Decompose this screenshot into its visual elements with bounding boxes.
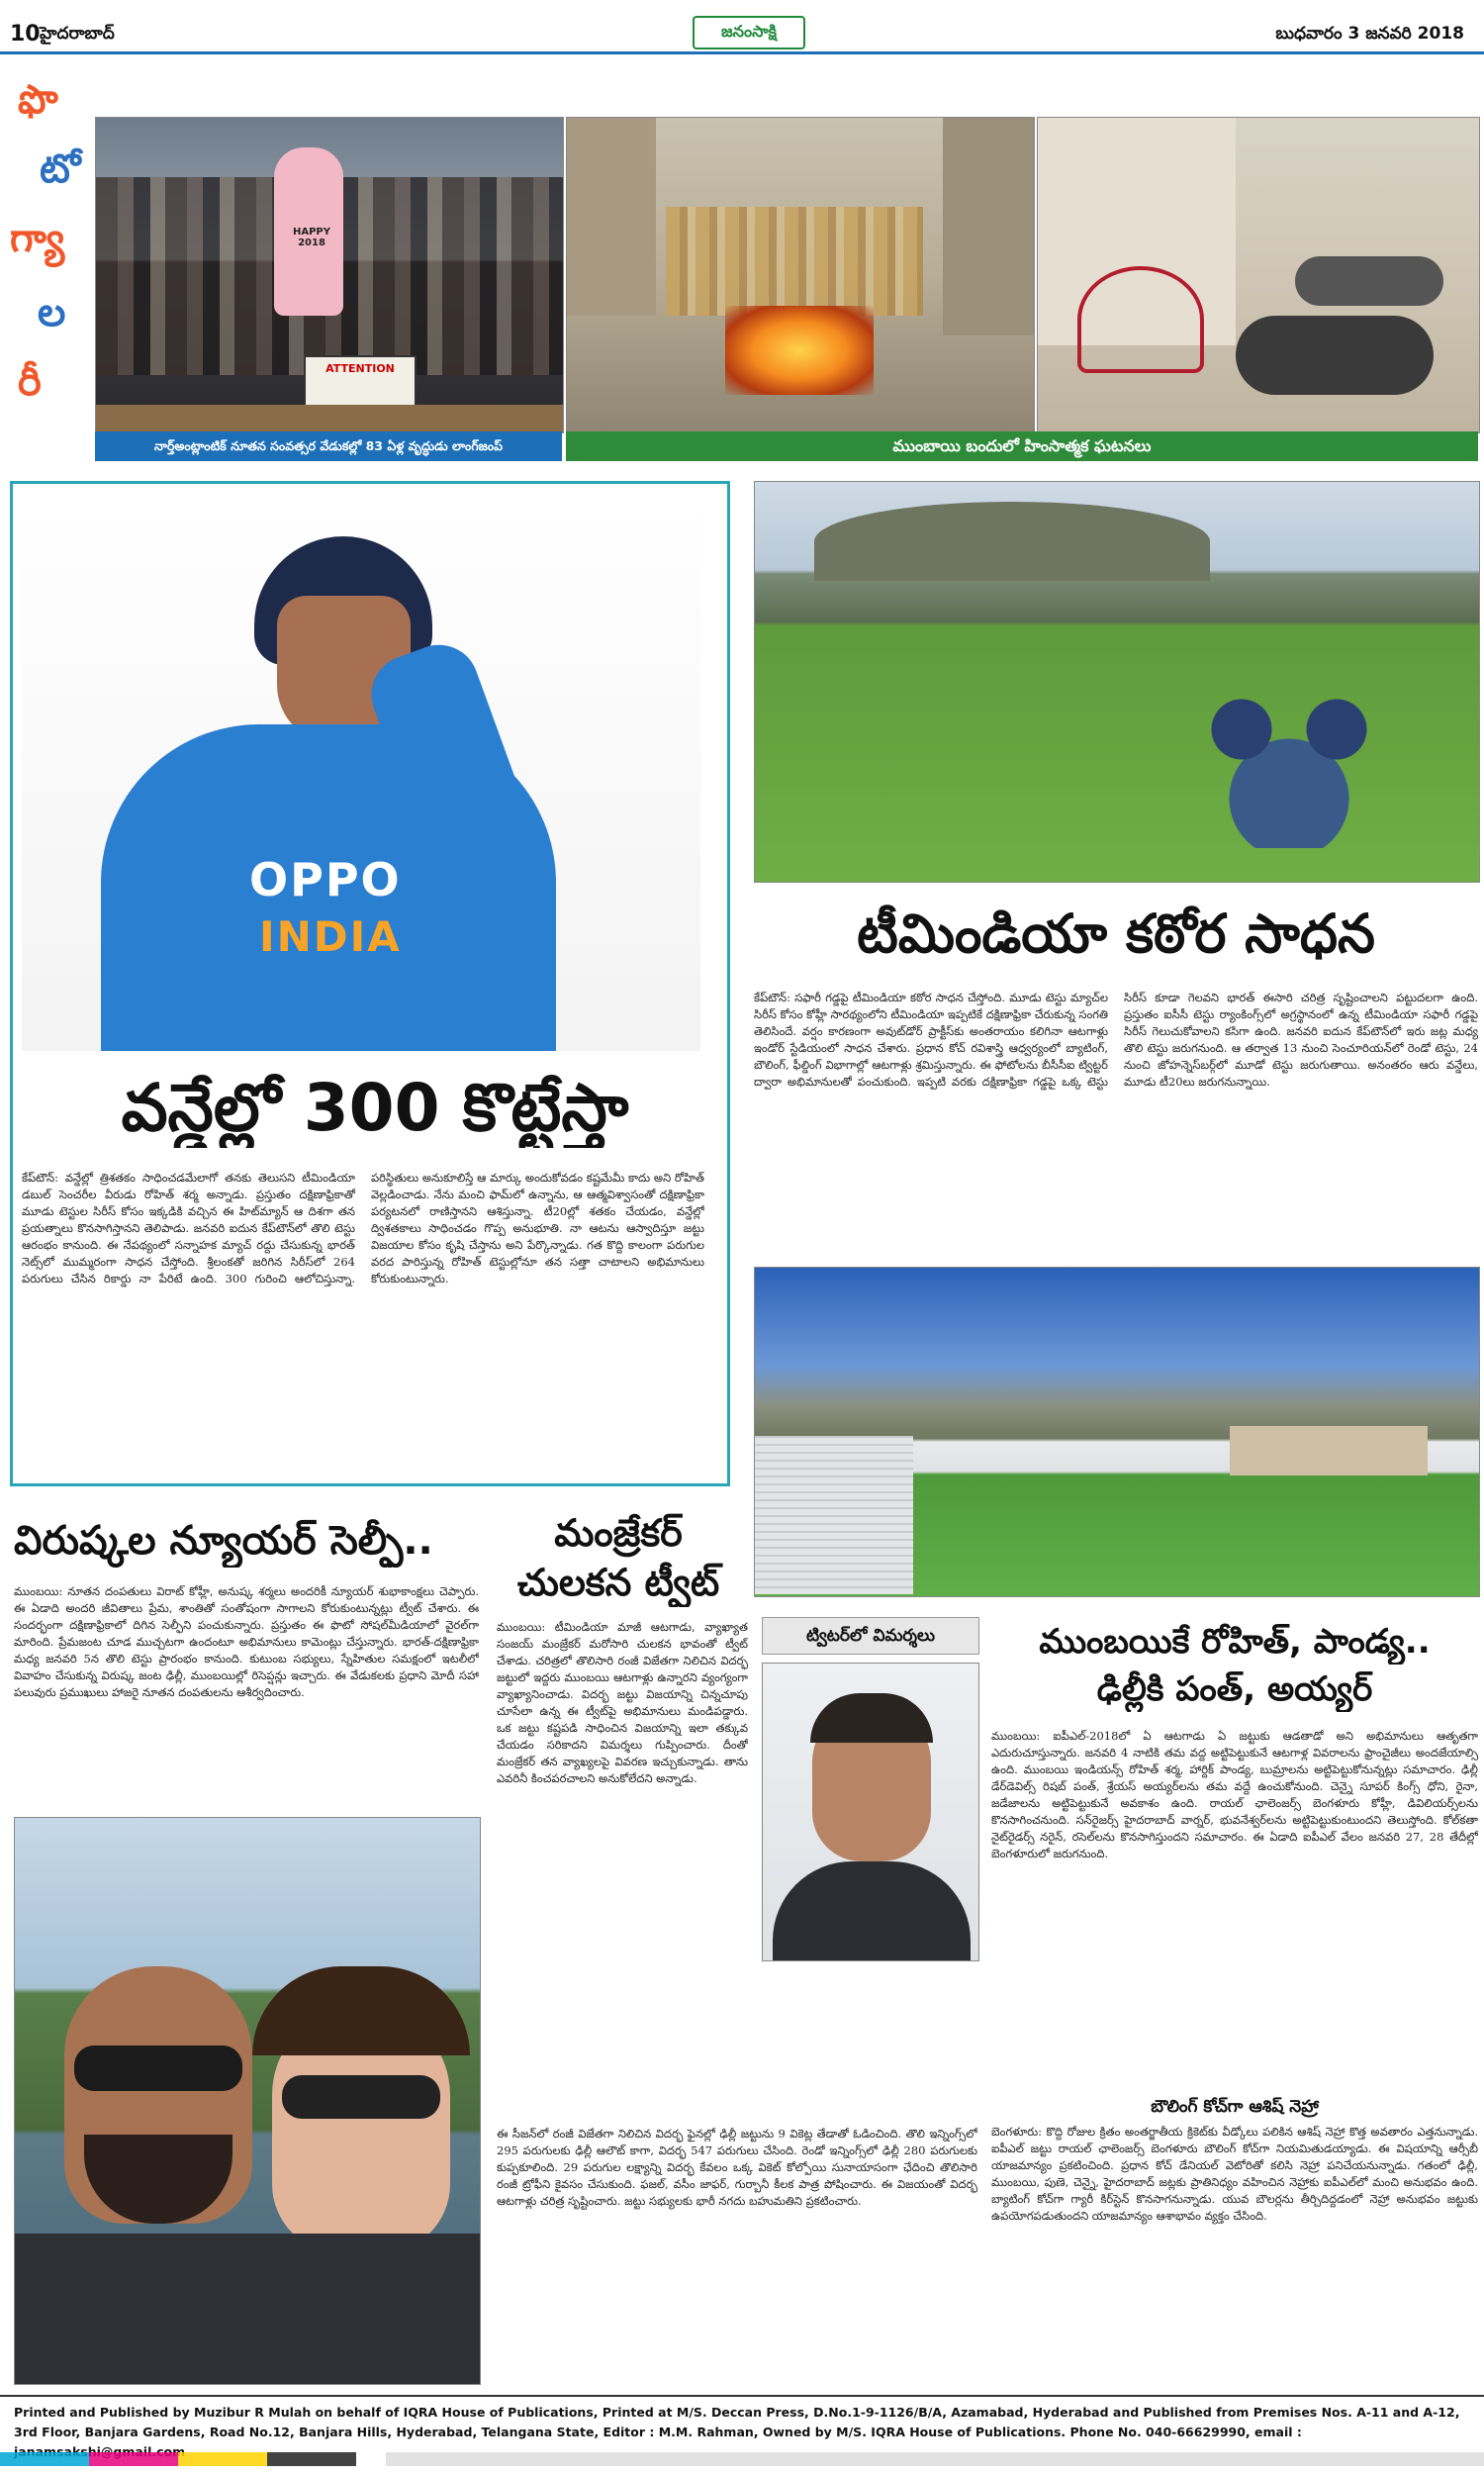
manjrekar-headline-line1: మంజ్రేకర్ bbox=[554, 1511, 683, 1555]
header-rule bbox=[0, 51, 1484, 54]
rohit-body: కేప్‌టౌన్‌: వన్డేల్లో త్రిశతకం సాధించడమేలాగో తనకు తెలుసని టీమిండియా డబుల్ సెంచరీల వీరుడు రోహిత్ శర్మ అన్నాడు. ప్రస్తుతం దక్షిణాఫ్రికాతో మూడు టెస్టుల సిరీస్ కోసం ఇక్కడికి వచ్చిన ఈ హిట్‌మ్యాన్‌ ఆ దిశగా తన ప్రయత్నాలు కొనసాగిస్తానని తెలిపాడు. జనవరి ఐదున కేప్‌టౌన్‌లో తొలి టెస్టు ఆరంభం కానుంది. ఈ నేపథ్యంలో సన్నాహక మ్యాచ్ రద్దు చేసుకున్న భారత్ నెట్స్‌లో ముమ్మరంగా సాధన చేస్తోంది. శ్రీలంకతో జరిగిన సిరీస్‌లో 264 పరుగులు చేసిన రికార్డు నా పేరిటే ఉంది. 300 గురించి ఆలోచిస్తున్నా. పరిస్థితులు అనుకూలిస్తే ఆ మార్కు అందుకోవడం కష్టమేమీ కాదు అని రోహిత్ వెల్లడించాడు. నేను మంచి ఫామ్‌లో ఉన్నాను, ఆ ఆత్మవిశ్వాసంతో దక్షిణాఫ్రికా పర్యటనలో రాణిస్తానని ఆశిస్తున్నా. టీ20ల్లో శతకం చేయడం, వన్డేల్లో ద్విశతకాలు సాధించడం గొప్ప అనుభూతి. నా ఆటను ఆస్వాదిస్తూ జట్టు విజయాల కోసం కృషి చేస్తాను అని పేర్కొన్నాడు. గత కొద్ది కాలంగా పరుగుల వరద పారిస్తున్న రోహిత్ టెస్టుల్లోనూ తన సత్తా చాటాలని అభిమానులు కోరుకుంటున్నారు. bbox=[22, 1171, 704, 1285]
photo-mumbai-police bbox=[566, 117, 1035, 433]
page-header bbox=[0, 0, 1484, 48]
team-body: కేప్‌టౌన్‌: సఫారీ గడ్డపై టీమిండియా కఠోర సాధన చేస్తోంది. మూడు టెస్టు మ్యాచ్‌ల సిరీస్ కోసం కోహ్లీ సారథ్యంలోని టీమిండియా ఇప్పటికే దక్షిణాఫ్రికా చేరుకున్న సంగతి తెలిసిందే. వర్షం కారణంగా అవుట్‌డోర్ ప్రాక్టీస్‌కు అంతరాయం కలిగినా ఆటగాళ్లు ఇండోర్ స్టేడియంలో సాధన చేశారు. ప్రధాన కోచ్ రవిశాస్త్రి ఆధ్వర్యంలో బ్యాటింగ్, బౌలింగ్, ఫీల్డింగ్ విభాగాల్లో ఆటగాళ్లు శ్రమిస్తున్నారు. ఈ ఫోటోలను బీసీసీఐ ట్విట్టర్ ద్వారా అభిమానులతో పంచుకుంది. ఇప్పటి వరకు దక్షిణాఫ్రికా గడ్డపై ఒక్క టెస్టు సిరీస్ కూడా గెలవని భారత్ ఈసారి చరిత్ర సృష్టించాలని పట్టుదలగా ఉంది. ప్రస్తుతం ఐసీసీ టెస్టు ర్యాంకింగ్స్‌లో అగ్రస్థానంలో ఉన్న టీమిండియా సఫారీ గడ్డపై సిరీస్ గెలుచుకోవాలని కసిగా ఉంది. జనవరి ఐదున కేప్‌టౌన్‌లో ఇరు జట్ల మధ్య తొలి టెస్టు జరుగనుంది. ఆ తర్వాత 13 నుంచి సెంచూరియన్‌లో రెండో టెస్టు, 24 నుంచి జోహన్నెస్‌బర్గ్‌లో మూడో టెస్టు జరుగుతాయి. అనంతరం ఆరు వన్డేలు, మూడు టీ20లు జరుగనున్నాయి. bbox=[754, 991, 1478, 1089]
fallen-motorbike bbox=[1236, 316, 1434, 395]
anushka-sunglasses bbox=[282, 2075, 440, 2119]
jersey-country: INDIA bbox=[259, 912, 402, 961]
caption-newyear-jump: నార్త్‌అంట్లాంటిక్ నూతన సంవత్సర వేడుకల్లో 83 ఏళ్ల వృద్ధుడు లాంగ్‌జంప్ bbox=[95, 431, 562, 461]
manjrekar-body-top: ముంబయి: టీమిండియా మాజీ ఆటగాడు, వ్యాఖ్యాత సంజయ్ మంజ్రేకర్ మరోసారి చులకన భావంతో ట్వీట్ చేశాడు. చరిత్రలో తొలిసారి రంజీ విజేతగా నిలిచిన విదర్భ జట్టులో ఇద్దరు ముంబయి ఆటగాళ్లు ఉన్నారని వ్యంగ్యంగా వ్యాఖ్యానించాడు. విదర్భ జట్టు విజయాన్ని చిన్నచూపు చూసేలా ఉన్న ఈ ట్వీట్‌పై అభిమానులు మండిపడ్డారు. ఒక జట్టు కష్టపడి సాధించిన విజయాన్ని ఇలా తక్కువ చేయడం సరికాదని విమర్శలు గుప్పించారు. దీంతో మంజ్రేకర్ తన వ్యాఖ్యలపై వివరణ ఇచ్చుకున్నాడు. తాను ఎవరినీ కించపరచాలని అనుకోలేదని అన్నాడు. bbox=[497, 1620, 748, 1785]
fallen-motorbike-2 bbox=[1295, 256, 1443, 306]
stadium-pavilion bbox=[1230, 1426, 1428, 1475]
manjrekar-body-bottom: ఈ సీజన్‌లో రంజీ విజేతగా నిలిచిన విదర్భ ఫైనల్లో ఢిల్లీ జట్టును 9 వికెట్ల తేడాతో ఓడించింది. తొలి ఇన్నింగ్స్‌లో 295 పరుగులకు ఢిల్లీ ఆలౌట్ కాగా, విదర్భ 547 పరుగులు చేసింది. రెండో ఇన్నింగ్స్‌లో ఢిల్లీ 280 పరుగులకు కుప్పకూలింది. 29 పరుగుల లక్ష్యాన్ని విదర్భ కేవలం ఒక్క వికెట్ కోల్పోయి సునాయాసంగా ఛేదించి తొలిసారి రంజీ ట్రోఫీని కైవసం చేసుకుంది. ఫజల్, వసీం జాఫర్, గుర్బానీ కీలక పాత్ర పోషించారు. ఈ విజయంతో విదర్భ ఆటగాళ్లు చరిత్ర సృష్టించారు. జట్టు సభ్యులకు భారీ నగదు బహుమతిని ప్రకటించారు. bbox=[497, 2127, 977, 2208]
photo-newlands-stadium bbox=[754, 1267, 1480, 1597]
rohit-headline: వన్డేల్లో 300 కొట్టేస్తా bbox=[121, 1070, 629, 1146]
issue-date: బుధవారం 3 జనవరి 2018 bbox=[1275, 24, 1464, 44]
virushka-body: ముంబయి: నూతన దంపతులు విరాట్ కోహ్లీ, అనుష్క శర్మలు అందరికీ న్యూయర్ శుభాకాంక్షలు చెప్పారు. ఈ ఏడాది అందరి జీవితాలు ప్రేమ, శాంతితో సంతోషంగా సాగాలని కోరుకుంటున్నట్లు ట్వీట్ చేశారు. ఈ సందర్భంగా దక్షిణాఫ్రికాలో దిగిన సెల్ఫీని పంచుకున్నారు. ప్రస్తుతం ఈ ఫొటో సోషల్‌మీడియాలో వైరల్‌గా మారింది. ప్రేమజంట చూడ ముచ్చటగా ఉందంటూ అభిమానులు కామెంట్లు చేస్తున్నారు. భారత్-దక్షిణాఫ్రికా మధ్య జనవరి 5న తొలి టెస్టు ప్రారంభం కానుంది. కుటుంబ సభ్యులు, స్నేహితుల సమక్షంలో ఇటలీలో వివాహం చేసుకున్న విరుష్క జంట ఢిల్లీ, ముంబయిల్లో రిసెప్షన్లు ఇచ్చారు. ఈ వేడుకలకు ప్రధాని మోదీ సహా పలువురు ప్రముఖులు హాజరై నూతన దంపతులను ఆశీర్వదించారు. bbox=[14, 1584, 479, 1699]
photo-virushka-selfie bbox=[14, 1817, 481, 2385]
players-seated bbox=[1170, 650, 1408, 848]
gallery-side-label bbox=[10, 57, 89, 453]
photo-rohit-sharma bbox=[22, 497, 700, 1051]
attention-sign-text: ATTENTION bbox=[325, 362, 395, 375]
wooden-platform bbox=[96, 405, 563, 432]
mountain-shape bbox=[814, 502, 1210, 581]
attention-sign bbox=[304, 355, 417, 409]
building-left bbox=[567, 118, 656, 316]
ipl-body: ముంబయి: ఐపీఎల్-2018లో ఏ ఆటగాడు ఏ జట్టుకు ఆడతాడో అని అభిమానులు ఆతృతగా ఎదురుచూస్తున్నారు. జనవరి 4 నాటికి తమ వద్ద అట్టిపెట్టుకునే ఆటగాళ్ల వివరాలను ఫ్రాంచైజీలు అందజేయాల్సి ఉంది. ముంబయి ఇండియన్స్ రోహిత్ శర్మ, హార్దిక్ పాండ్య, బుమ్రాలను అట్టిపెట్టుకోనున్నట్లు సమాచారం. ఢిల్లీ డేర్‌డెవిల్స్ రిషబ్ పంత్, శ్రేయస్ అయ్యర్‌లను తమ వద్దే ఉంచుకోనుంది. చెన్నై సూపర్ కింగ్స్ ధోని, రైనా, జడేజాలను అట్టిపెట్టుకునే అవకాశం ఉంది. రాయల్ ఛాలెంజర్స్ బెంగళూరు కోహ్లీ, డివిలియర్స్‌లను కొనసాగించనుంది. సన్‌రైజర్స్ హైదరాబాద్ వార్నర్, భువనేశ్వర్‌లను అట్టిపెట్టుకుంటుందని తెలుస్తోంది. కోల్‌కతా నైట్‌రైడర్స్ నరైన్, రసెల్‌లను కొనసాగిస్తుందని సమాచారం. ఈ ఏడాది ఐపీఎల్ వేలం జనవరి 27, 28 తేదీల్లో బెంగళూరులో జరుగనుంది. bbox=[991, 1729, 1478, 1860]
footer-imprint: Printed and Published by Muzibur R Mulah on behalf of IQRA House of Publications, Printed at M/S. Deccan Press, D.No.1-9-1126/B/A, Azamabad, Hyderabad and Published from Premises Nos. A-11 and A-12, 3rd Floor, Banjara Gardens, Road No.12, Banjara Hills, Hyderabad, Telangana State, Editor : M.M. Rahman, Owned by M/S. IQRA House of Publications. Phone No. 040-66629990, email : bbox=[14, 2405, 1460, 2439]
photo-newyear-jump bbox=[95, 117, 564, 433]
jumper-shirt-text: HAPPY 2018 bbox=[292, 227, 330, 248]
ipl-subhead: బౌలింగ్ కోచ్‌గా ఆశిష్ నెహ్రా bbox=[1151, 2097, 1319, 2117]
jacket-shape bbox=[15, 2234, 480, 2384]
masthead-text: జనంసాక్షి bbox=[721, 22, 777, 41]
page-number: 10 bbox=[10, 22, 41, 47]
police-group bbox=[666, 207, 923, 316]
bicycle bbox=[1077, 266, 1204, 373]
manjrekar-subhead: ట్విటర్‌లో విమర్శలు bbox=[762, 1617, 979, 1655]
jersey-brand: OPPO bbox=[249, 853, 402, 906]
gallery-label-4: ల bbox=[38, 290, 66, 335]
ipl-headline-line2: ఢిల్లీకి పంత్, అయ్యర్ bbox=[1096, 1669, 1373, 1709]
caption-mumbai-bandh: ముంబాయి బందులో హింసాత్మక ఘటనలు bbox=[566, 431, 1478, 461]
photo-team-practice bbox=[754, 481, 1480, 883]
gallery-label-1: ఫొ bbox=[18, 77, 58, 123]
manjrekar-hair bbox=[810, 1693, 933, 1743]
city-label: హైదరాబాద్ bbox=[40, 24, 115, 44]
team-headline: టీమిండియా కఠోర సాధన bbox=[857, 903, 1375, 965]
anushka-hair bbox=[252, 1966, 470, 2055]
gallery-label-5: రీ bbox=[18, 359, 42, 405]
virat-sunglasses bbox=[74, 2046, 242, 2091]
virushka-headline: విరుష్కల న్యూయర్ సెల్ఫీ.. bbox=[14, 1518, 433, 1564]
building-right bbox=[943, 118, 1034, 335]
ipl-headline-line1: ముంబయికే రోహిత్, పాండ్య.. bbox=[1039, 1622, 1431, 1662]
footer-rule bbox=[0, 2395, 1484, 2397]
masthead-logo bbox=[693, 16, 805, 49]
gallery-label-2: టో bbox=[40, 146, 81, 192]
burning-fire bbox=[725, 306, 874, 395]
manjrekar-headline-line2: చులకన ట్వీట్ bbox=[516, 1561, 720, 1604]
stadium-stand bbox=[755, 1436, 913, 1594]
photo-sanjay-manjrekar bbox=[762, 1663, 979, 1961]
registration-strip bbox=[0, 2452, 1484, 2466]
manjrekar-shirt bbox=[773, 1861, 971, 1960]
gallery-label-3: గ్యా bbox=[10, 216, 65, 261]
photo-damaged-bikes bbox=[1037, 117, 1480, 433]
ipl-body2: బెంగళూరు: కొద్ది రోజుల క్రితం అంతర్జాతీయ క్రికెట్‌కు వీడ్కోలు పలికిన ఆశిష్ నెహ్రా కొత్త అవతారం ఎత్తనున్నాడు. ఐపీఎల్ జట్టు రాయల్ ఛాలెంజర్స్ బెంగళూరు బౌలింగ్ కోచ్‌గా నియమితుడయ్యాడు. ఈ విషయాన్ని ఆర్సీబీ యాజమాన్యం ప్రకటించింది. ప్రధాన కోచ్ డేనియల్ వెటోరితో కలిసి నెహ్రా పనిచేయనున్నాడు. గతంలో ఢిల్లీ, ముంబయి, పుణె, చెన్నై, హైదరాబాద్ జట్లకు ప్రాతినిధ్యం వహించిన నెహ్రాకు ఐపీఎల్‌లో మంచి అనుభవం ఉంది. బ్యాటింగ్ కోచ్‌గా గ్యారీ కిర్‌స్టెన్ కొనసాగనున్నాడు. యువ బౌలర్లను తీర్చిదిద్దడంలో నెహ్రా అనుభవం జట్టుకు ఉపయోగపడుతుందని యాజమాన్యం ఆశాభావం వ్యక్తం చేసింది. bbox=[991, 2125, 1478, 2223]
